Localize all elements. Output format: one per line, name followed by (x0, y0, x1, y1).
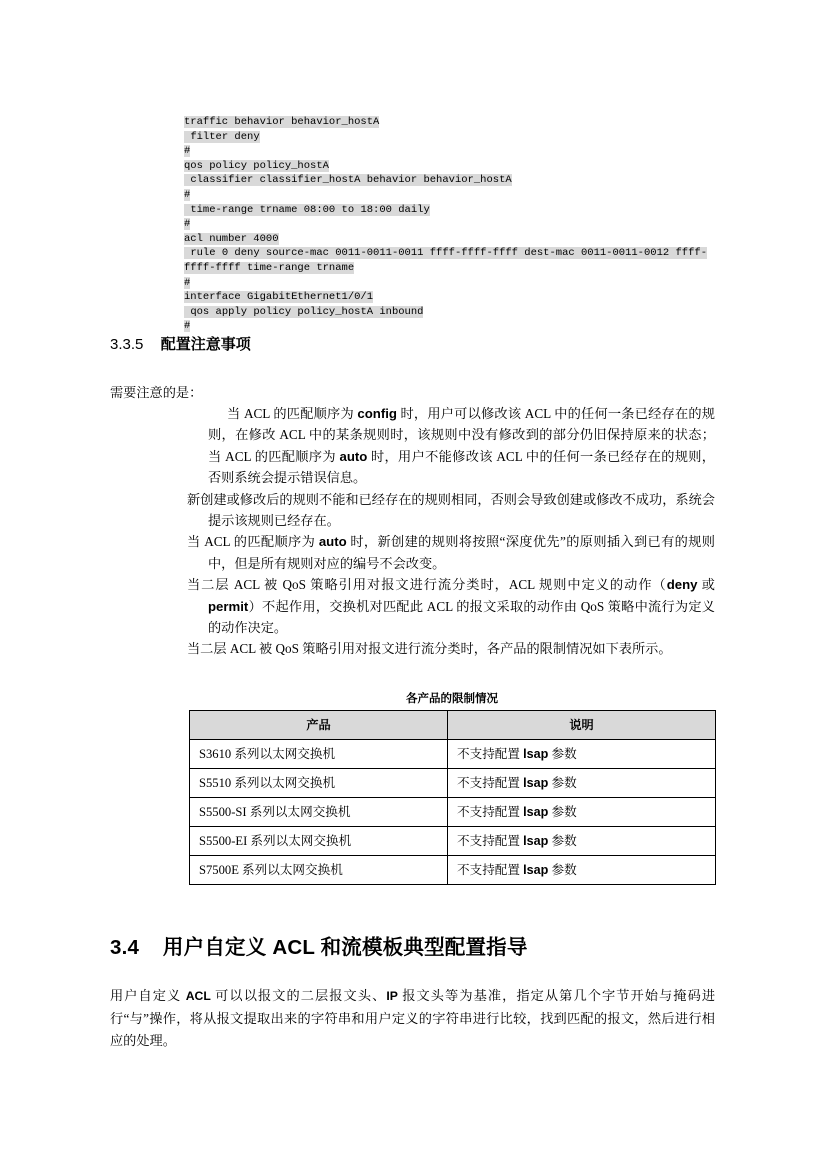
keyword-emphasis: lsap (523, 863, 549, 877)
note-paragraph (187, 489, 715, 532)
code-line: filter deny (184, 130, 260, 143)
text-run: 参数 (548, 805, 577, 819)
code-line: interface GigabitEthernet1/0/1 (184, 291, 374, 304)
table-header-row (190, 711, 716, 740)
text-run: 报文头等为基准，指定从第几个字节开始与掩码进行“与”操作，将从报文提取出来的字符串和用户定义的字符串进行比较，找到匹配的报文，然后进行相应的处理。 (110, 988, 716, 1048)
code-line: # (184, 276, 191, 289)
product-limits-table (189, 710, 716, 885)
cell-description (448, 856, 716, 885)
acronym-emphasis: IP (386, 989, 398, 1003)
note-paragraph (187, 531, 715, 574)
cell-product: S5510 系列以太网交换机 (190, 769, 448, 798)
keyword-emphasis: lsap (523, 747, 549, 761)
section-number: 3.3.5 (110, 336, 144, 353)
table-row (190, 769, 716, 798)
note-paragraph (187, 574, 715, 638)
text-run: 参数 (548, 747, 577, 761)
keyword-emphasis: config (357, 406, 397, 421)
code-line: classifier classifier_hostA behavior behavior_hostA (184, 174, 512, 187)
table-body (190, 740, 716, 885)
cell-product: S5500-SI 系列以太网交换机 (190, 798, 448, 827)
text-run: 当二层 ACL 被 QoS 策略引用对报文进行流分类时，各产品的限制情况如下表所示。 (187, 641, 672, 657)
code-line: # (184, 320, 191, 333)
keyword-emphasis: deny (666, 577, 698, 593)
cell-product: S3610 系列以太网交换机 (190, 740, 448, 769)
text-run: 当二层 ACL 被 QoS 策略引用对报文进行流分类时，ACL 规则中定义的动作（ (187, 577, 667, 593)
keyword-emphasis: auto (339, 448, 368, 464)
text-run: 参数 (548, 834, 577, 848)
table-row (190, 827, 716, 856)
keyword-emphasis: permit (208, 598, 249, 614)
section-title: 配置注意事项 (160, 336, 251, 353)
keyword-emphasis: lsap (523, 805, 549, 819)
code-line: time-range trname 08:00 to 18:00 daily (184, 203, 430, 216)
section-3-4-paragraph (110, 985, 715, 1053)
text-run: 不支持配置 (457, 863, 524, 877)
notes-lead-text: 需要注意的是： (110, 385, 203, 400)
cell-description (448, 740, 716, 769)
column-header-product: 产品 (190, 711, 448, 740)
text-run: 时，新创建的规则将按照“深度优先”的原则插入到已有的规则中，但是所有规则对应的编号不会改变。 (208, 534, 715, 571)
section-number: 3.4 (110, 936, 140, 959)
cli-config-code-block (184, 115, 724, 334)
text-run: 时，用户不能修改该 ACL 中的任何一条已经存在的规则，否则系统会提示错误信息。 (208, 448, 715, 486)
column-header-description: 说明 (448, 711, 716, 740)
note-paragraph (187, 638, 715, 659)
keyword-emphasis: lsap (523, 776, 549, 790)
text-run: 可以以报文的二层报文头、 (210, 988, 387, 1003)
section-title: 用户自定义 ACL 和流模板典型配置指导 (162, 936, 528, 959)
text-run: 参数 (548, 776, 577, 790)
table-row (190, 798, 716, 827)
text-run: ）不起作用，交换机对匹配此 ACL 的报文采取的动作由 QoS 策略中流行为定义的动作决定。 (208, 598, 715, 636)
code-line: traffic behavior behavior_hostA (184, 116, 380, 128)
text-run: 用户自定义 (110, 988, 186, 1003)
text-run: 新创建或修改后的规则不能和已经存在的规则相同，否则会导致创建或修改不成功，系统会提示该规则已经存在。 (187, 491, 715, 529)
cell-product: S7500E 系列以太网交换机 (190, 856, 448, 885)
acronym-emphasis: ACL (185, 989, 211, 1003)
text-run: 时，用户可以修改该 ACL 中的任何一条已经存在的规则，在修改 ACL 中的某条规则时，该规则中没有修改到的部分仍旧保持原来的状态；当 ACL 的匹配顺序为 (208, 406, 715, 464)
cell-product: S5500-EI 系列以太网交换机 (190, 827, 448, 856)
notes-paragraph-list (187, 403, 715, 660)
text-run: 当 ACL 的匹配顺序为 (187, 534, 319, 550)
cell-description (448, 798, 716, 827)
text-run: 不支持配置 (457, 805, 524, 819)
code-line: # (184, 188, 191, 201)
code-line: qos apply policy policy_hostA inbound (184, 305, 424, 318)
section-heading-3-3-5 (110, 333, 251, 354)
code-line: rule 0 deny source-mac 0011-0011-0011 ffff-ffff-ffff dest-mac 0011-0011-0012 ffff-ffff-ffff time-range trname (184, 247, 707, 274)
code-line: qos policy policy_hostA (184, 159, 329, 172)
text-run: 不支持配置 (457, 776, 524, 790)
text-run: 参数 (548, 863, 577, 877)
table-row (190, 856, 716, 885)
keyword-emphasis: auto (318, 534, 347, 550)
cell-description (448, 827, 716, 856)
text-run: 不支持配置 (457, 747, 524, 761)
table-row (190, 740, 716, 769)
text-run: 当 ACL 的匹配顺序为 (227, 406, 358, 421)
text-run: 或 (697, 577, 715, 593)
code-line: # (184, 218, 191, 231)
text-run: 不支持配置 (457, 834, 524, 848)
code-line: acl number 4000 (184, 232, 279, 245)
table-caption: 各产品的限制情况 (406, 693, 498, 705)
note-paragraph (187, 403, 715, 489)
keyword-emphasis: lsap (523, 834, 549, 848)
code-line: # (184, 145, 191, 158)
cell-description (448, 769, 716, 798)
section-heading-3-4 (110, 930, 528, 960)
